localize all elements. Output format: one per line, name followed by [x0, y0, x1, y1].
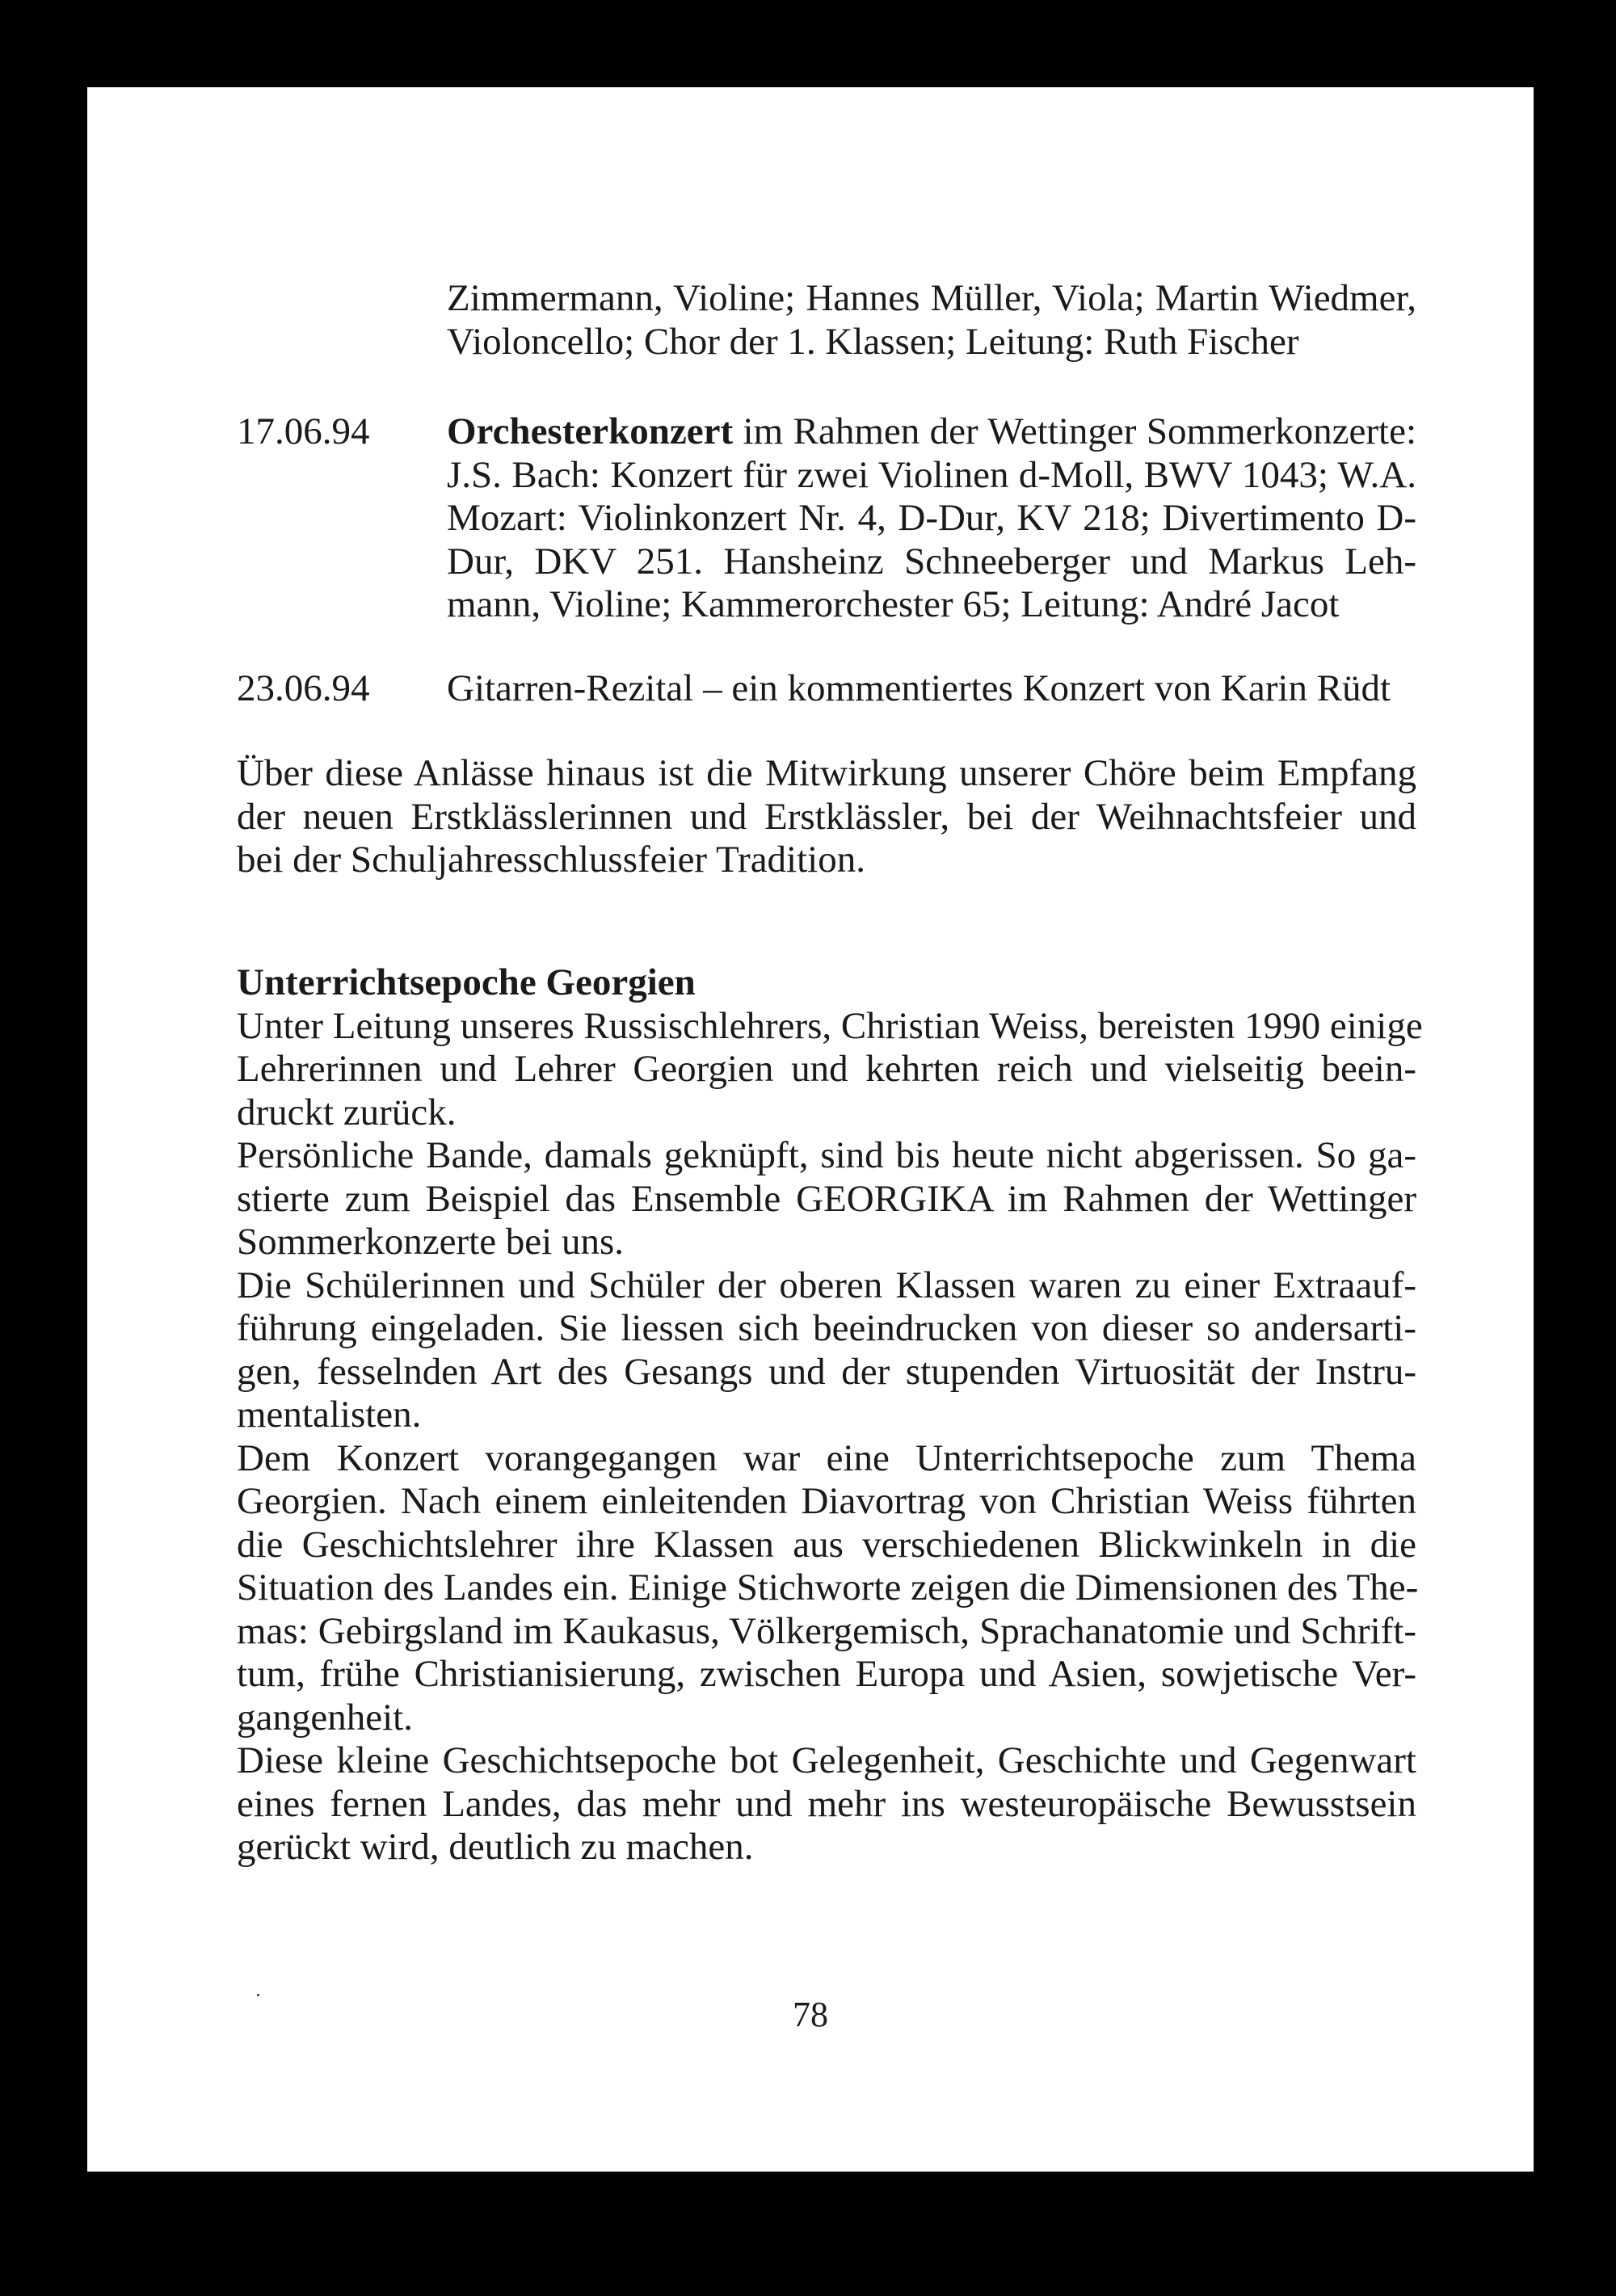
- text-line: Diese kleine Geschichtsepoche bot Gelegenheit, Geschichte und Gegenwart: [237, 1739, 1416, 1781]
- entry-text: [447, 410, 1416, 627]
- entry-first-line-rest: im Rahmen der Wettinger Sommerkonzerte:: [733, 410, 1416, 452]
- text-line: Persönliche Bande, damals geknüpft, sind bis heute nicht abgerissen. So ga-: [237, 1134, 1416, 1176]
- text-line: tum, frühe Christianisierung, zwischen Europa und Asien, sowjetische Ver-: [237, 1653, 1416, 1695]
- text-line: Dur, DKV 251. Hansheinz Schneeberger und Markus Leh-: [447, 540, 1416, 582]
- text-line: Situation des Landes ein. Einige Stichworte zeigen die Dimensionen des The-: [237, 1566, 1419, 1608]
- entry-text: [447, 667, 1416, 711]
- text-line: Sommerkonzerte bei uns.: [237, 1221, 625, 1263]
- text-line: Die Schülerinnen und Schüler der oberen Klassen waren zu einer Extraauf-: [237, 1264, 1416, 1306]
- entry-title: Orchesterkonzert: [447, 410, 734, 452]
- section-georgien: [237, 961, 1423, 1869]
- text-line: Dem Konzert vorangegangen war eine Unterrichtsepoche zum Thema: [237, 1436, 1416, 1479]
- text-line: Zimmermann, Violine; Hannes Müller, Viola; Martin Wiedmer,: [447, 277, 1416, 319]
- text-line: mann, Violine; Kammerorchester 65; Leitung: André Jacot: [447, 583, 1340, 625]
- continuation-text: [447, 277, 1416, 364]
- text-line: bei der Schuljahresschlussfeier Tradition.: [237, 839, 865, 881]
- document-page: [87, 87, 1534, 2172]
- text-line: [447, 410, 1416, 454]
- text-line: Unter Leitung unseres Russischlehrers, Christian Weiss, bereisten 1990 einige: [237, 1004, 1423, 1047]
- text-line: eines fernen Landes, das mehr und mehr ins westeuropäische Bewusstsein: [237, 1782, 1416, 1825]
- text-line: Violoncello; Chor der 1. Klassen; Leitung: Ruth Fischer: [447, 320, 1299, 363]
- text-line: der neuen Erstklässlerinnen und Erstklässler, bei der Weihnachtsfeier und: [237, 795, 1416, 838]
- text-line: mas: Gebirgsland im Kaukasus, Völkergemisch, Sprachanatomie und Schrift-: [237, 1609, 1416, 1652]
- text-line: Über diese Anlässe hinaus ist die Mitwirkung unserer Chöre beim Empfang: [237, 752, 1416, 794]
- text-line: führung eingeladen. Sie liessen sich beeindrucken von dieser so andersarti-: [237, 1307, 1416, 1349]
- section-heading: Unterrichtsepoche Georgien: [237, 961, 696, 1003]
- text-line: Gitarren-Rezital – ein kommentiertes Konzert von Karin Rüdt: [447, 667, 1391, 709]
- text-line: J.S. Bach: Konzert für zwei Violinen d-Moll, BWV 1043; W.A.: [447, 453, 1416, 496]
- text-line: Georgien. Nach einem einleitenden Diavortrag von Christian Weiss führten: [237, 1480, 1416, 1522]
- text-line: druckt zurück.: [237, 1091, 457, 1133]
- text-line: stierte zum Beispiel das Ensemble GEORGIKA im Rahmen der Wettinger: [237, 1177, 1416, 1220]
- text-line: gerückt wird, deutlich zu machen.: [237, 1826, 754, 1868]
- text-line: gangenheit.: [237, 1696, 413, 1739]
- tradition-paragraph: [237, 752, 1416, 882]
- text-line: gen, fesselnden Art des Gesangs und der stupenden Virtuosität der Instru-: [237, 1350, 1416, 1393]
- text-line: die Geschichtslehrer ihre Klassen aus verschiedenen Blickwinkeln in die: [237, 1523, 1416, 1566]
- text-line: mentalisten.: [237, 1394, 422, 1436]
- entry-date: 23.06.94: [237, 667, 370, 709]
- entry-date: 17.06.94: [237, 410, 370, 452]
- text-line: Lehrerinnen und Lehrer Georgien und kehrten reich und vielseitig beein-: [237, 1048, 1416, 1090]
- text-line: Mozart: Violinkonzert Nr. 4, D-Dur, KV 218; Divertimento D-: [447, 497, 1416, 539]
- page-number: 78: [793, 1995, 828, 2034]
